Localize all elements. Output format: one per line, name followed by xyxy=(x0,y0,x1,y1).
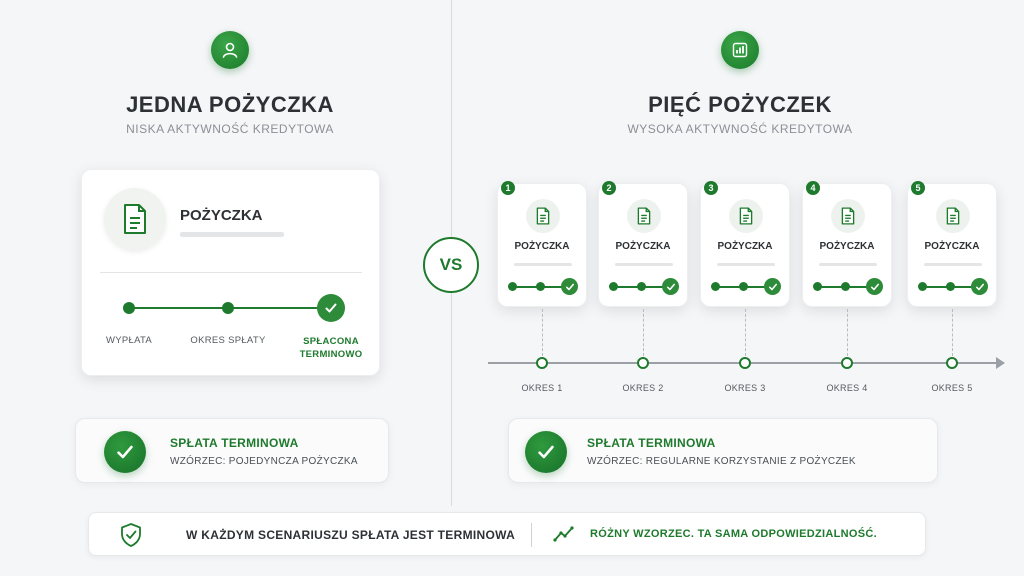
period-label: OKRES 3 xyxy=(724,383,766,393)
right-summary-subtitle: WZÓRZEC: REGULARNE KORZYSTANIE Z POŻYCZEK xyxy=(587,456,856,467)
step-dot-2 xyxy=(637,282,646,291)
check-icon xyxy=(561,278,578,295)
bar-chart-icon xyxy=(721,31,759,69)
loan-number-badge: 5 xyxy=(911,181,925,195)
document-icon xyxy=(831,199,865,233)
document-icon xyxy=(936,199,970,233)
loan-number-badge: 3 xyxy=(704,181,718,195)
bottom-left-text: W KAŻDYM SCENARIUSZU SPŁATA JEST TERMINOWA xyxy=(186,528,516,542)
step-label-1: WYPŁATA xyxy=(105,335,153,346)
left-title: JEDNA POŻYCZKA xyxy=(126,92,334,117)
check-icon xyxy=(662,278,679,295)
check-icon xyxy=(104,431,146,473)
bottom-banner xyxy=(88,512,926,556)
step-dot-2 xyxy=(739,282,748,291)
right-title: PIĘĆ POŻYCZEK xyxy=(648,92,832,117)
loan-card-3 xyxy=(700,183,790,307)
loan-card-title: POŻYCZKA xyxy=(819,241,875,252)
left-summary-title: SPŁATA TERMINOWA xyxy=(170,436,299,450)
step-dot-1 xyxy=(508,282,517,291)
period-label: OKRES 4 xyxy=(826,383,868,393)
step-dot-1 xyxy=(711,282,720,291)
loan-card-title: POŻYCZKA xyxy=(514,241,570,252)
step-dot-2 xyxy=(222,302,234,314)
loan-card-5 xyxy=(907,183,997,307)
vs-badge: VS xyxy=(423,237,479,293)
connector-line xyxy=(542,309,543,356)
left-summary xyxy=(75,418,389,483)
card-separator xyxy=(100,272,362,273)
timeline-point xyxy=(841,357,853,369)
loan-card-title: POŻYCZKA xyxy=(717,241,773,252)
shield-check-icon xyxy=(119,522,143,553)
document-icon xyxy=(627,199,661,233)
step-label-2: OKRES SPŁATY xyxy=(190,335,266,346)
placeholder-bar xyxy=(615,263,673,266)
check-icon xyxy=(317,294,345,322)
loan-number-badge: 1 xyxy=(501,181,515,195)
connector-line xyxy=(643,309,644,356)
document-icon xyxy=(729,199,763,233)
step-dot-1 xyxy=(609,282,618,291)
loan-number-badge: 4 xyxy=(806,181,820,195)
timeline-point xyxy=(536,357,548,369)
trend-line-icon xyxy=(553,524,575,549)
placeholder-bar xyxy=(514,263,572,266)
step-dot-2 xyxy=(841,282,850,291)
period-label: OKRES 5 xyxy=(931,383,973,393)
placeholder-bar xyxy=(717,263,775,266)
placeholder-bar xyxy=(819,263,877,266)
placeholder-bar xyxy=(924,263,982,266)
check-icon xyxy=(866,278,883,295)
step-dot-1 xyxy=(123,302,135,314)
period-label: OKRES 1 xyxy=(521,383,563,393)
loan-card-title: POŻYCZKA xyxy=(924,241,980,252)
step-dot-1 xyxy=(813,282,822,291)
right-summary-title: SPŁATA TERMINOWA xyxy=(587,436,716,450)
left-subtitle: NISKA AKTYWNOŚĆ KREDYTOWA xyxy=(126,122,334,136)
connector-line xyxy=(847,309,848,356)
bottom-separator xyxy=(531,523,532,547)
timeline-point xyxy=(946,357,958,369)
right-summary xyxy=(508,418,938,483)
timeline-point xyxy=(637,357,649,369)
left-summary-subtitle: WZÓRZEC: POJEDYNCZA POŻYCZKA xyxy=(170,456,358,467)
loan-card-title: POŻYCZKA xyxy=(180,207,263,224)
timeline-point xyxy=(739,357,751,369)
single-loan-card xyxy=(81,169,380,376)
step-dot-2 xyxy=(946,282,955,291)
step-dot-2 xyxy=(536,282,545,291)
document-icon xyxy=(104,188,166,250)
period-label: OKRES 2 xyxy=(622,383,664,393)
user-icon xyxy=(211,31,249,69)
check-icon xyxy=(971,278,988,295)
loan-card-1 xyxy=(497,183,587,307)
connector-line xyxy=(745,309,746,356)
timeline-arrow-icon xyxy=(996,357,1005,369)
connector-line xyxy=(952,309,953,356)
bottom-right-text: RÓŻNY WZORZEC. TA SAMA ODPOWIEDZIALNOŚĆ. xyxy=(590,528,877,540)
check-icon xyxy=(525,431,567,473)
loan-card-4 xyxy=(802,183,892,307)
loan-number-badge: 2 xyxy=(602,181,616,195)
loan-card-2 xyxy=(598,183,688,307)
document-icon xyxy=(526,199,560,233)
check-icon xyxy=(764,278,781,295)
placeholder-bar xyxy=(180,232,284,237)
step-dot-1 xyxy=(918,282,927,291)
loan-card-title: POŻYCZKA xyxy=(615,241,671,252)
step-label-3: SPŁACONA TERMINOWO xyxy=(299,336,363,360)
right-subtitle: WYSOKA AKTYWNOŚĆ KREDYTOWA xyxy=(627,122,853,136)
